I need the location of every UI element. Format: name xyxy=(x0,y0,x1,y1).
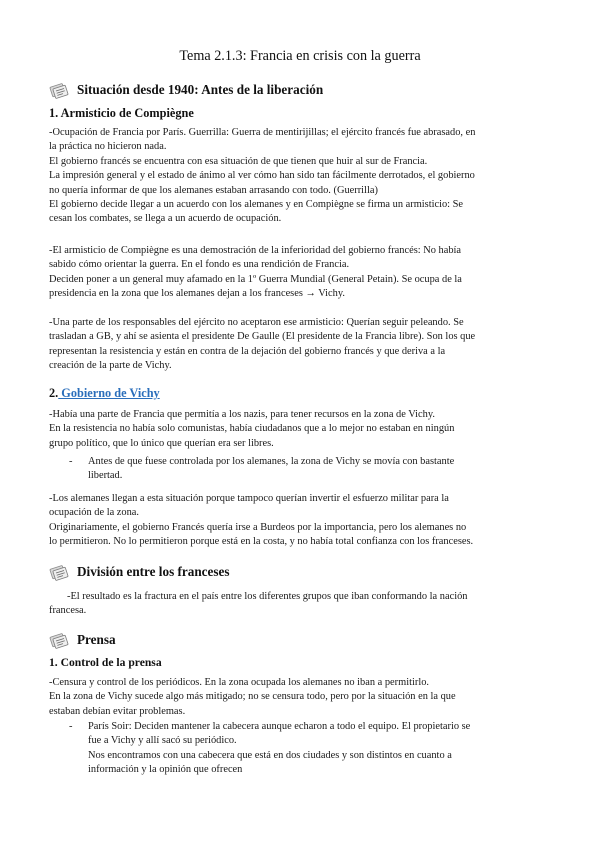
paragraph-division xyxy=(49,590,559,619)
text-line: información y la opinión que ofrecen xyxy=(88,764,243,776)
section-heading-text: Prensa xyxy=(77,632,116,647)
newspaper-icon xyxy=(49,81,69,99)
section-heading-prensa xyxy=(49,631,116,649)
newspaper-icon xyxy=(49,563,69,581)
text-line: Nos encontramos con una cabecera que está en dos ciudades y son distintos en cuanto a xyxy=(88,749,452,761)
text-line: cesan los combates, se llega a un acuerdo de ocupación. xyxy=(49,213,282,225)
bullet-dash: - xyxy=(69,721,73,732)
text-line: El gobierno decide llegar a un acuerdo con los alemanes y en Compiègne se firma un armisticio: Se xyxy=(49,199,464,211)
section-heading-text: División entre los franceses xyxy=(77,564,230,579)
text-line: lo permitieron. No lo permitieron porque está en la costa, y no había total confianza con los franceses. xyxy=(49,536,474,548)
text-line: Deciden poner a un general muy afamado en la 1º Guerra Mundial (General Petain). Se ocupa de la xyxy=(49,273,462,285)
subheading-vichy xyxy=(49,386,160,401)
bullet-text xyxy=(88,455,549,484)
text-line: fue a Vichy y allí sacó su periódico. xyxy=(88,735,237,747)
text-line: -Censura y control de los periódicos. En la zona ocupada los alemanes no iban a permitirlo. xyxy=(49,677,430,688)
text-line: francesa. xyxy=(49,605,87,617)
text-line: Originariamente, el gobierno Francés quería irse a Burdeos por la importancia, pero los alemanes no xyxy=(49,521,467,533)
text-line: -Los alemanes llegan a esta situación porque tampoco querían invertir el esfuerzo militar para la xyxy=(49,493,449,504)
paragraph-vichy-1 xyxy=(49,408,559,451)
section-heading-text: Situación desde 1940: Antes de la liberación xyxy=(77,82,324,97)
paragraph-prensa-1 xyxy=(49,676,559,719)
paragraph-armisticio-1 xyxy=(49,126,559,227)
text-line: -Había una parte de Francia que permitía a los nazis, para tener recursos en la zona de Vichy. xyxy=(49,409,435,420)
paragraph-armisticio-2 xyxy=(49,244,559,302)
text-line: la práctica no hicieron nada. xyxy=(49,141,167,153)
bullet-text xyxy=(88,720,549,778)
text-line: -El resultado es la fractura en el país entre los diferentes grupos que iban conformando la nación xyxy=(67,591,468,602)
text-line: En la resistencia no había solo comunistas, había ciudadanos que a lo mejor no estaban en ningún xyxy=(49,423,455,435)
text-line: estaban debían evitar problemas. xyxy=(49,705,186,717)
document-title: Tema 2.1.3: Francia en crisis con la guerra xyxy=(179,48,421,64)
bullet-dash: - xyxy=(69,456,73,467)
text-line: Antes de que fuese controlada por los alemanes, la zona de Vichy se movía con bastante xyxy=(88,456,455,467)
text-line: -Ocupación de Francia por París. Guerrilla: Guerra de mentirijillas; el ejército francés fue abrasado, en xyxy=(49,127,476,138)
section-heading-division xyxy=(49,563,230,581)
text-line: El gobierno francés se encuentra con esa situación de que tienen que huir al sur de Francia. xyxy=(49,155,428,167)
text-line: ocupación de la zona. xyxy=(49,507,140,519)
text-line: En la zona de Vichy sucede algo más mitigado; no se censura todo, pero por la situación en la que xyxy=(49,691,456,703)
paragraph-armisticio-3 xyxy=(49,316,559,374)
text-line: -Una parte de los responsables del ejército no aceptaron ese armisticio: Querían seguir peleando. Se xyxy=(49,317,464,328)
text-line: La impresión general y el estado de ánimo al ver cómo han sido tan fácilmente derrotados, el gobierno xyxy=(49,170,475,182)
vichy-link[interactable]: Gobierno de Vichy xyxy=(58,386,160,400)
subheading-armisticio: 1. Armisticio de Compiègne xyxy=(49,106,194,120)
text-line: -El armisticio de Compiègne es una demostración de la inferioridad del gobierno francés: No había xyxy=(49,245,462,256)
bullet-prensa xyxy=(69,720,549,778)
paragraph-vichy-2 xyxy=(49,492,559,550)
text-line: grupo político, que lo único que querían era ser libres. xyxy=(49,437,274,449)
text-line: libertad. xyxy=(88,470,123,482)
bullet-vichy xyxy=(69,455,549,484)
section-heading-situacion xyxy=(49,81,323,99)
text-line: creación de la parte de Vichy. xyxy=(49,360,172,372)
text-line: sabido cómo orientar la guerra. En el fondo es una rendición de Francia. xyxy=(49,259,350,271)
newspaper-icon xyxy=(49,631,69,649)
text-line: no quería informar de que los alemanes estaban arrasando con todo. (Guerrilla) xyxy=(49,184,378,196)
subheading-number: 2. xyxy=(49,386,59,400)
text-line: París Soir: Deciden mantener la cabecera aunque echaron a todo el equipo. El propietario se xyxy=(88,721,471,732)
text-line: presidencia en la zona que los alemanes dejan a los franceses → Vichy. xyxy=(49,288,345,300)
text-line: representan la resistencia y están en contra de la dejación del gobierno francés y que deriva a la xyxy=(49,345,446,357)
subheading-control-prensa: 1. Control de la prensa xyxy=(49,656,162,669)
text-line: trasladan a GB, y ahí se asienta el presidente De Gaulle (El presidente de la Francia libre). Son los que xyxy=(49,331,476,343)
